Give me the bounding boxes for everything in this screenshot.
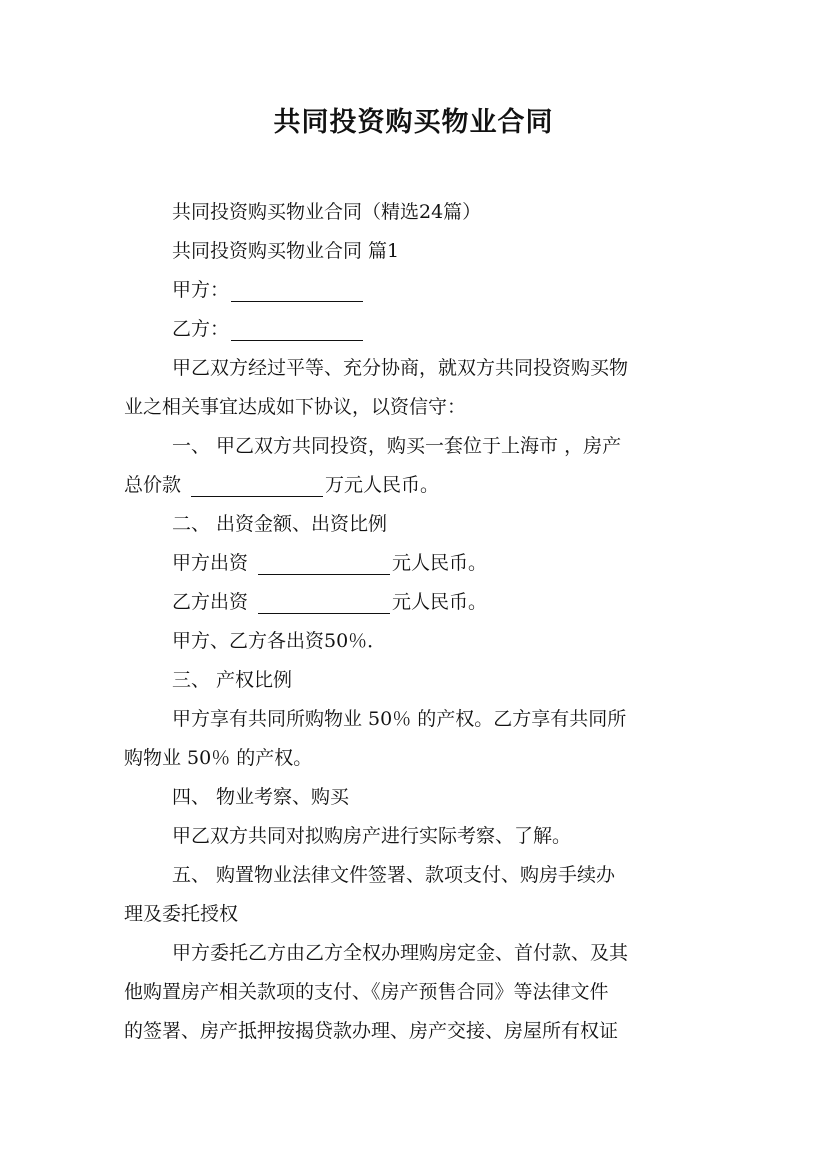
clause-3-heading: 三、 产权比例 — [172, 669, 293, 691]
total-price-blank — [191, 495, 323, 497]
paragraph-line: 甲方享有共同所购物业 50％ 的产权。乙方享有共同所 — [172, 708, 627, 730]
investment-ratio-line: 甲方、乙方各出资50％． — [172, 630, 387, 652]
party-a-investment-blank — [258, 573, 390, 575]
party-a-label: 甲方： — [172, 279, 230, 301]
total-price-label: 总价款 — [124, 474, 182, 496]
party-a-investment-unit: 元人民币。 — [392, 552, 488, 574]
paragraph-line: 购物业 50％ 的产权。 — [124, 747, 313, 769]
document-body — [124, 193, 704, 1051]
paragraph-line: 业之相关事宜达成如下协议，以资信守： — [124, 396, 467, 418]
paragraph-line: 甲乙双方经过平等、充分协商，就双方共同投资购买物 — [172, 357, 629, 379]
clause-5-heading: 五、 购置物业法律文件签署、款项支付、购房手续办 — [172, 864, 616, 886]
subtitle: 共同投资购买物业合同（精选24篇） — [172, 201, 482, 223]
party-b-label: 乙方： — [172, 318, 230, 340]
party-a-investment-label: 甲方出资 — [172, 552, 249, 574]
clause-2-heading: 二、 出资金额、出资比例 — [172, 513, 388, 535]
party-a-line — [124, 271, 704, 310]
clause-4-heading: 四、 物业考察、购买 — [172, 786, 350, 808]
total-price-unit: 万元人民币。 — [325, 474, 440, 496]
party-a-blank — [231, 300, 363, 302]
paragraph-line: 他购置房产相关款项的支付、《房产预售合同》等法律文件 — [124, 981, 609, 1003]
document-title: 共同投资购买物业合同 — [273, 107, 554, 138]
total-price-line — [124, 466, 704, 505]
clause-1-line: 一、 甲乙双方共同投资，购买一套位于上海市 ，房产 — [172, 435, 622, 457]
party-b-investment-line — [124, 583, 704, 622]
section-heading: 共同投资购买物业合同 篇1 — [172, 240, 400, 262]
clause-5-heading-cont: 理及委托授权 — [124, 903, 239, 925]
party-a-investment-line — [124, 544, 704, 583]
paragraph-line: 甲方委托乙方由乙方全权办理购房定金、首付款、及其 — [172, 942, 629, 964]
party-b-line — [124, 310, 704, 349]
paragraph-line: 甲乙双方共同对拟购房产进行实际考察、了解。 — [172, 825, 572, 847]
party-b-blank — [231, 339, 363, 341]
party-b-investment-unit: 元人民币。 — [392, 591, 488, 613]
party-b-investment-blank — [258, 612, 390, 614]
party-b-investment-label: 乙方出资 — [172, 591, 249, 613]
paragraph-line: 的签署、房产抵押按揭贷款办理、房产交接、房屋所有权证 — [124, 1020, 619, 1042]
